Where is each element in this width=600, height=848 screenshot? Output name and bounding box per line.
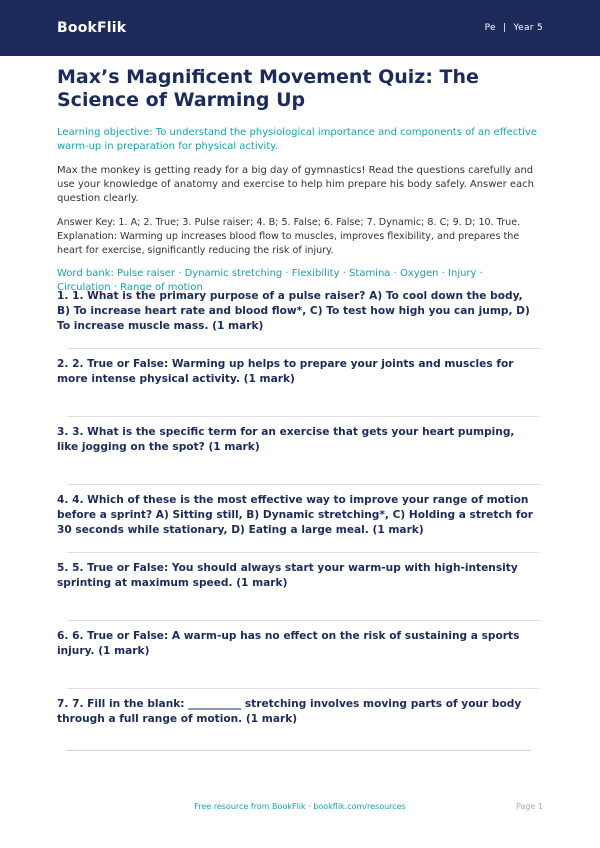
question-text: 6. 6. True or False: A warm-up has no effect on the risk of sustaining a sports injury. (1 mark): [57, 630, 520, 657]
word-bank: Word bank: Pulse raiser · Dynamic stretching · Flexibility · Stamina · Oxygen · Injury · Circulation · Range of motion: [57, 268, 483, 293]
footer-source-link[interactable]: Free resource from BookFlik · bookflik.com/resources: [194, 802, 406, 811]
question-text: 7. 7. Fill in the blank: __________ stretching involves moving parts of your body through a full range of motion. (1 mark): [57, 698, 522, 725]
question-item: [57, 289, 539, 357]
learning-objective: Learning objective: To understand the physiological importance and components of an effective warm-up in preparation for physical activity.: [57, 127, 538, 152]
page-title: Max’s Magnificent Movement Quiz: The Science of Warming Up: [57, 66, 479, 111]
question-item: [57, 629, 539, 697]
question-item: [57, 561, 539, 629]
question-text: 5. 5. True or False: You should always start your warm-up with high-intensity sprinting at maximum speed. (1 mark): [57, 562, 518, 589]
question-text: 3. 3. What is the specific term for an exercise that gets your heart pumping, like jogging on the spot? (1 mark): [57, 426, 515, 453]
question-item: [57, 357, 539, 425]
question-text: 1. 1. What is the primary purpose of a pulse raiser? A) To cool down the body, B) To increase heart rate and blood flow*, C) To test how high you can jump, D) To increase muscle mass. (1 mark): [57, 290, 530, 332]
question-text: 2. 2. True or False: Warming up helps to prepare your joints and muscles for more intense physical activity. (1 mark): [57, 358, 514, 385]
subject-label: Pe: [484, 23, 496, 33]
header-meta: [485, 23, 543, 33]
question-item: [57, 493, 539, 561]
document-intro: [57, 66, 539, 317]
page-header: [0, 0, 600, 56]
question-text: 4. 4. Which of these is the most effective way to improve your range of motion before a sprint? A) Sitting still, B) Dynamic stretching*, C) Holding a stretch for 30 seconds while stationary, D) Eating a large meal. (1 mark): [57, 494, 534, 536]
question-item: [57, 425, 539, 493]
answer-key: Answer Key: 1. A; 2. True; 3. Pulse raiser; 4. B; 5. False; 6. False; 7. Dynamic; 8. C; 9. D; 10. True. Explanation: Warming up increases blood flow to muscles, improves flexibility, and prepares the heart for exercise, significantly reducing the risk of injury.: [57, 217, 521, 256]
question-list: [57, 289, 539, 765]
meta-separator: |: [503, 23, 507, 33]
question-item: [57, 697, 539, 765]
brand-logo-text[interactable]: BookFlik: [57, 20, 127, 36]
intro-text: Max the monkey is getting ready for a big day of gymnastics! Read the questions carefully and use your knowledge of anatomy and exercise to help him prepare his body safely. Answer each question clearly.: [57, 165, 534, 204]
year-label: Year 5: [513, 23, 543, 33]
page-number: Page 1: [516, 802, 543, 811]
bottom-divider: [67, 750, 531, 751]
